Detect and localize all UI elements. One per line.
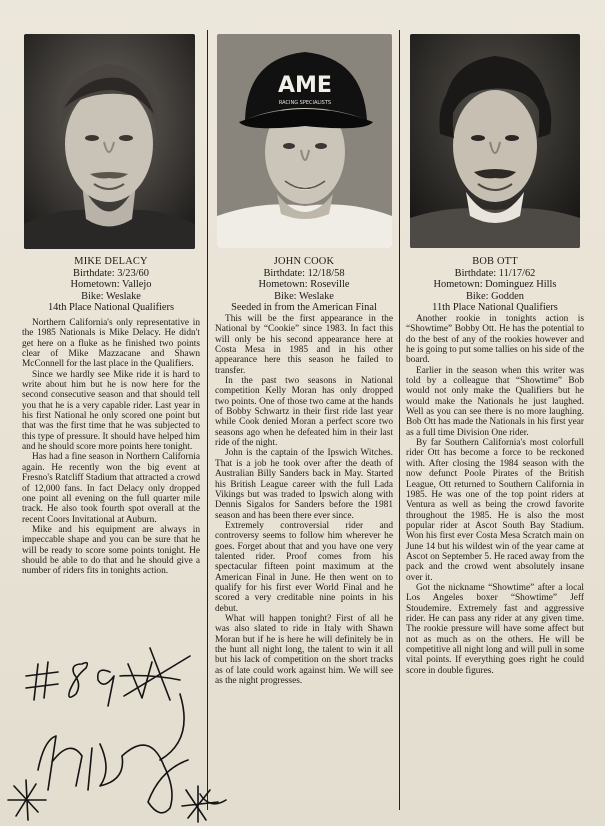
- rider-photo-delacy: [24, 34, 195, 249]
- rider-hometown: Hometown: Vallejo: [70, 279, 152, 291]
- rider-birthdate: Birthdate: 3/23/60: [73, 267, 149, 279]
- bio-paragraph: Another rookie in tonights action is “Showtime” Bobby Ott. He has the potential to do the best of any of the rookies however and he is going to put some tallies on his side of the board.: [406, 314, 584, 366]
- rider-bio-cook: [215, 314, 393, 686]
- rider-caption-delacy: [22, 256, 200, 314]
- rider-bio-ott: [406, 314, 584, 676]
- bio-paragraph: Got the nickname “Showtime” after a local Los Angeles boxer “Showtime” Jeff Stoudemire. Extremely fast and aggressive rider. He can pass any rider at any given time. The rookie pressure will have some affect but not as much as on the others. He will be competitive all night long and will pull in some vital points. If everything goes right he could score in double figures.: [406, 582, 584, 676]
- rider-hometown: Hometown: Roseville: [258, 279, 350, 291]
- bio-paragraph: This will be the first appearance in the National by “Cookie” since 1983. In fact this will only be his second appearance here at Costa Mesa in 1985 and in his other appearance here this season he failed to transfer.: [215, 314, 393, 376]
- rider-note: 11th Place National Qualifiers: [432, 302, 558, 314]
- column-divider-right: [399, 30, 400, 810]
- bio-paragraph: Extremely controversial rider and controversy seems to follow him wherever he goes. Forget about that and you have one very talented rider. Proof comes from his spectacular fifteen point maximum at the American Final in June. He then went on to qualify for his first ever World Final and he scored a very creditable nine points in his debut.: [215, 520, 393, 614]
- rider-note: Seeded in from the American Final: [231, 302, 377, 314]
- bio-paragraph: What will happen tonight? First of all he was also slated to ride in Italy with Shawn Moran but if he is here he will definitely be in the hunt all night long, the talent to win it all but his lack of competition on the short tracks as of late could work against him. We will see as the night progresses.: [215, 613, 393, 687]
- rider-birthdate: Birthdate: 11/17/62: [454, 267, 536, 279]
- cap-logo-subtext: RACING SPECIALISTS: [278, 100, 332, 106]
- rider-bike: Bike: Weslake: [81, 290, 141, 302]
- rider-name: BOB OTT: [472, 256, 518, 267]
- bio-paragraph: By far Southern California's most colorfull rider Ott has become a force to be reckoned with. After closing the 1984 season with the now defunct Poole Pirates of the British League, Ott returned to Southern California in 1985. He was one of the top point riders at Ventura as well as being the crowd favorite throughout the 1985. He is also the most popular rider at Ascot South Bay Stadium. Won his first ever Costa Mesa Scratch main on June 14 but his wildest win of the year came at Ascot on September 5. He raced away from the pack and the crowd went absolutely insane over it.: [406, 438, 584, 583]
- rider-name: MIKE DELACY: [74, 256, 148, 267]
- rider-note: 14th Place National Qualifiers: [47, 302, 175, 314]
- bio-paragraph: Mike and his equipment are always in impeccable shape and you can be sure that he will be ready to score some points tonight. He should be able to do that and he should give a number of riders fits in tonights action.: [22, 524, 200, 577]
- cap-logo-text: AME: [278, 73, 332, 98]
- column-divider-left: [207, 30, 208, 810]
- rider-caption-cook: [215, 256, 393, 314]
- rider-birthdate: Birthdate: 12/18/58: [263, 267, 345, 279]
- rider-photo-ott: [410, 34, 580, 248]
- bio-paragraph: In the past two seasons in National competition Kelly Moran has only dropped two points. One of those two came at the hands of Bobby Schwartz in their first ride last year while Cook denied Moran a perfect score two seasons ago when he defeated him in their last ride of the night.: [215, 376, 393, 449]
- bio-paragraph: Has had a fine season in Northern California again. He recently won the big event at Fresno's Ratcliff Stadium that attracted a crowd of 12,000 fans. In fact Delacy only dropped one point all evening on the full quarter mile track. He also took fourth spot overall at the recent Coors Invitational at Auburn.: [22, 452, 200, 525]
- rider-bike: Bike: Godden: [465, 290, 524, 302]
- bio-paragraph: Earlier in the season when this writer was told by a colleague that “Showtime” Bob would not only make the Qualifiers but he would make the Nationals he just laughed. Well as you can see there is no more laughing. Bob Ott has made the Nationals in his first year as a full time Division One rider.: [406, 365, 584, 438]
- bio-paragraph: John is the captain of the Ipswich Witches. That is a job he took over after the death of Australian Billy Sanders back in May. Started his British League career with the full Lada Vikings but was traded to Ipswich along with Dennis Sigalos for Sanders before the 1981 season and has been there ever since.: [215, 448, 393, 521]
- bio-paragraph: Since we hardly see Mike ride it is hard to write about him but he is now here for the second consecutive season and that should tell you that he is a very capable rider. Last year in his first National he only scored one point but that was the first time that he was subjected to this type of pressure. It should have helped him and he should score more points here tonight.: [22, 369, 200, 453]
- rider-photo-cook: [217, 34, 392, 248]
- rider-bio-delacy: [22, 318, 200, 577]
- rider-caption-ott: [406, 256, 584, 314]
- rider-name: JOHN COOK: [273, 256, 335, 267]
- rider-hometown: Hometown: Dominguez Hills: [433, 279, 557, 291]
- bio-paragraph: Northern California's only representative in the 1985 Nationals is Mike Delacy. He didn't get here on a fluke as he finished two points clear of Mike Mazzacane and Shawn McConnell for the last place in the Qualifiers.: [22, 318, 200, 370]
- rider-bike: Bike: Weslake: [274, 290, 334, 302]
